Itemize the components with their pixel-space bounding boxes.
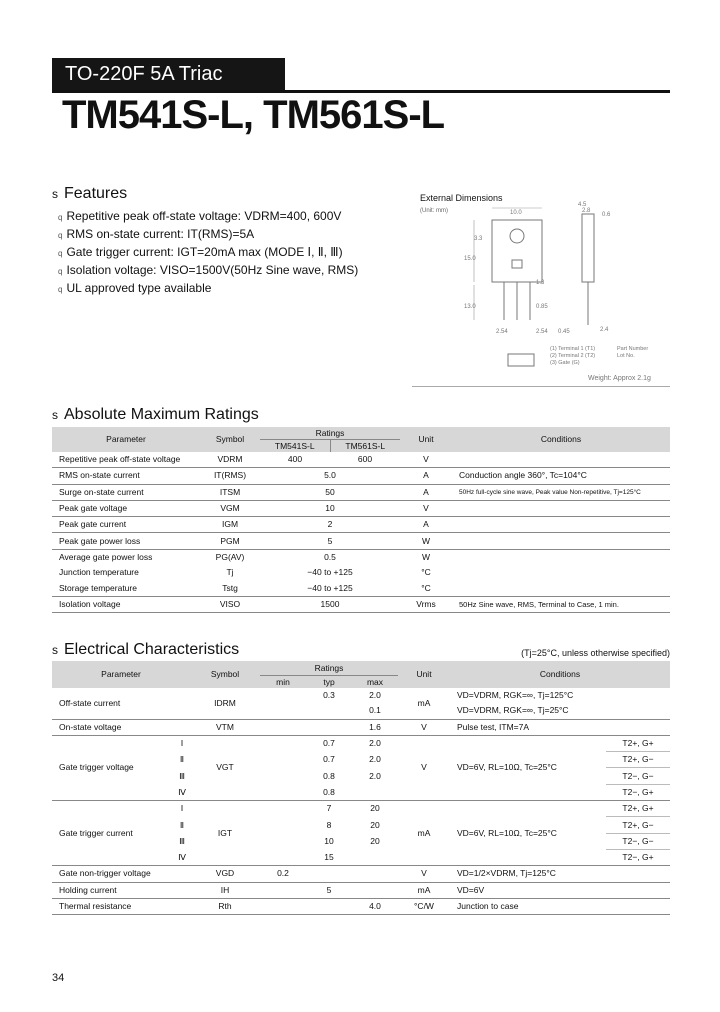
table-row: [52, 866, 670, 882]
cell-param: Gate non-trigger voltage: [52, 866, 190, 882]
cell-value: 0.5: [324, 551, 336, 562]
cell-mode: Ⅲ: [179, 835, 185, 846]
dim-part-mark: Part Number: [617, 346, 649, 352]
feature-item: q Gate trigger current: IGT=20mA max (MODE Ⅰ, Ⅱ, Ⅲ): [58, 245, 343, 259]
cell-terminal-mode: T2+, G−: [606, 817, 670, 833]
dim-label: 0.85: [536, 304, 548, 310]
cell-max: 20: [370, 819, 380, 830]
features-heading: [52, 184, 127, 204]
section-bullet: s: [52, 643, 58, 657]
cell-mode: Ⅰ: [180, 738, 184, 749]
cell-conditions: [452, 549, 670, 565]
cell-param: Peak gate current: [52, 517, 200, 533]
feature-text: Gate trigger current: IGT=20mA max (MODE Ⅰ, Ⅱ, Ⅲ): [66, 245, 343, 259]
cell-conditions: [452, 565, 670, 580]
cell-typ: 5: [306, 882, 352, 898]
cell-param: Gate trigger voltage: [52, 735, 174, 800]
dim-label: 2.54: [536, 329, 548, 335]
cell-typ: [306, 866, 352, 882]
cell-value: −40 to +125: [307, 567, 353, 578]
cell-param: Off-state current: [52, 688, 190, 719]
dim-weight: Weight: Approx 2.1g: [588, 375, 651, 382]
cell-param: Junction temperature: [59, 567, 139, 578]
cell-terminal-mode: T2+, G+: [606, 801, 670, 817]
cell-symbol: VGD: [190, 866, 260, 882]
cell-symbol: IT(RMS): [200, 468, 260, 484]
dimensions-title: External Dimensions: [420, 193, 503, 203]
cell-unit: V: [400, 452, 452, 468]
cell-unit: V: [398, 866, 450, 882]
cell-unit: W: [400, 533, 452, 549]
cell-conditions: VD=1/2×VDRM, Tj=125°C: [450, 866, 670, 882]
th-symbol: Symbol: [190, 661, 260, 688]
cell-typ: [306, 898, 352, 914]
cell-terminal-mode: T2−, G+: [606, 849, 670, 865]
cell-typ: 0.7: [323, 754, 335, 765]
dim-label: 13.0: [464, 304, 476, 310]
cell-terminal-mode: T2+, G−: [606, 752, 670, 768]
cell-value: 10: [260, 500, 400, 516]
cell-max: 20: [370, 803, 380, 814]
table-row: [52, 596, 670, 612]
elec-note: (Tj=25°C, unless otherwise specified): [521, 648, 670, 658]
cell-min: [260, 719, 306, 735]
table-row: [52, 580, 670, 596]
cell-unit: V: [400, 500, 452, 516]
th-typ: typ: [306, 676, 352, 689]
cell-terminal-mode: T2−, G+: [606, 784, 670, 800]
table-row: [52, 735, 670, 751]
cell-unit: °C: [421, 567, 431, 578]
feature-item: q UL approved type available: [58, 281, 212, 295]
elec-heading-text: Electrical Characteristics: [64, 641, 240, 658]
cell-max: 0.1: [352, 703, 398, 719]
external-dimensions-panel: [412, 190, 670, 387]
cell-unit: V: [398, 735, 450, 800]
th-conditions: Conditions: [450, 661, 670, 688]
cell-symbol: PGM: [200, 533, 260, 549]
cell-symbol: Tj: [226, 567, 234, 578]
cell-value: 5.0: [260, 468, 400, 484]
cell-value: 400: [260, 452, 330, 468]
cell-mode: Ⅳ: [174, 849, 190, 865]
page-number: 34: [52, 972, 65, 984]
cell-symbol: Tstg: [200, 580, 260, 596]
th-tm561: TM561S-L: [330, 440, 400, 453]
cell-typ: 8: [326, 819, 332, 830]
cell-symbol: Rth: [190, 898, 260, 914]
table-row: [52, 882, 670, 898]
cell-param: Holding current: [52, 882, 190, 898]
table-row: [52, 549, 670, 565]
cell-param: Peak gate power loss: [52, 533, 200, 549]
cell-conditions: [452, 517, 670, 533]
table-row: [52, 688, 670, 703]
product-category-tag: TO-220F 5A Triac: [52, 58, 285, 90]
cell-mode: Ⅰ: [180, 803, 184, 814]
dim-label: 4.5: [578, 202, 587, 208]
cell-unit: A: [400, 484, 452, 500]
cell-unit: A: [400, 517, 452, 533]
cell-max: [352, 849, 398, 865]
table-row: [52, 898, 670, 914]
cell-max: 2.0: [369, 690, 381, 701]
th-unit: Unit: [400, 427, 452, 452]
dim-label: 10.0: [510, 210, 522, 216]
cell-value: 1500: [260, 596, 400, 612]
cell-value: 2: [260, 517, 400, 533]
cell-symbol: IDRM: [190, 688, 260, 719]
cell-typ: 10: [324, 835, 334, 846]
feature-text: Repetitive peak off-state voltage: VDRM=400, 600V: [66, 209, 342, 223]
table-row: [52, 719, 670, 735]
cell-conditions: VD=VDRM, RGK=∞, Tj=25°C: [450, 703, 670, 719]
cell-unit: °C: [400, 580, 452, 596]
cell-param: Isolation voltage: [52, 596, 200, 612]
dim-lot-mark: Lot No.: [617, 353, 635, 359]
cell-symbol: VDRM: [200, 452, 260, 468]
cell-conditions: VD=VDRM, RGK=∞, Tj=125°C: [457, 690, 574, 701]
cell-value: 600: [330, 452, 400, 468]
th-min: min: [260, 676, 306, 689]
th-symbol: Symbol: [200, 427, 260, 452]
cell-terminal-mode: T2+, G+: [606, 735, 670, 751]
cell-value: 5: [260, 533, 400, 549]
abs-max-heading-text: Absolute Maximum Ratings: [64, 406, 259, 423]
cell-conditions: [452, 580, 670, 596]
table-row: [52, 517, 670, 533]
cell-param: RMS on-state current: [52, 468, 200, 484]
abs-max-heading: [52, 405, 259, 425]
cell-symbol: IGM: [200, 517, 260, 533]
th-ratings: Ratings: [260, 661, 398, 676]
cell-unit: V: [398, 719, 450, 735]
cell-symbol: VISO: [200, 596, 260, 612]
cell-max: 4.0: [352, 898, 398, 914]
cell-symbol: ITSM: [200, 484, 260, 500]
dim-label: 2.54: [496, 329, 508, 335]
table-row: [52, 801, 670, 817]
cell-conditions: VD=6V: [450, 882, 670, 898]
cell-param: Peak gate voltage: [52, 500, 200, 516]
cell-min: [260, 882, 306, 898]
table-row: [52, 484, 670, 500]
cell-value: 50: [260, 484, 400, 500]
cell-conditions: Pulse test, ITM=7A: [450, 719, 670, 735]
feature-text: UL approved type available: [66, 281, 212, 295]
dim-legend: (2) Terminal 2 (T2): [550, 353, 596, 359]
cell-param: Surge on-state current: [52, 484, 200, 500]
dimensions-unit: (Unit: mm): [420, 208, 448, 214]
table-row: [52, 452, 670, 468]
cell-symbol: PG(AV): [215, 551, 245, 562]
cell-symbol: VGT: [190, 735, 260, 800]
cell-typ: 0.8: [306, 784, 352, 800]
cell-max: 2.0: [369, 738, 381, 749]
cell-min: [260, 703, 306, 719]
cell-value: −40 to +125: [260, 580, 400, 596]
cell-symbol: VGM: [200, 500, 260, 516]
cell-unit: mA: [398, 688, 450, 719]
elec-table: [52, 661, 670, 915]
th-unit: Unit: [398, 661, 450, 688]
cell-symbol: IGT: [190, 801, 260, 866]
cell-conditions: 50Hz full-cycle sine wave, Peak value Non-repetitive, Tj=125°C: [452, 484, 670, 500]
cell-conditions: Junction to case: [450, 898, 670, 914]
dim-label: 3.3: [474, 236, 483, 242]
cell-typ: 15: [306, 849, 352, 865]
package-outline-drawing: [412, 190, 670, 386]
cell-max: [352, 866, 398, 882]
dim-label: 1.3: [536, 280, 545, 286]
cell-min: [260, 898, 306, 914]
feature-text: RMS on-state current: IT(RMS)=5A: [66, 227, 255, 241]
cell-symbol: VTM: [190, 719, 260, 735]
page-title: TM541S-L, TM561S-L: [62, 93, 445, 137]
th-tm541: TM541S-L: [260, 440, 330, 453]
table-row: [52, 468, 670, 484]
table-row: [52, 533, 670, 549]
cell-max: 2.0: [369, 770, 381, 781]
dim-label: 0.45: [558, 329, 570, 335]
cell-conditions: [452, 533, 670, 549]
section-bullet: s: [52, 187, 58, 201]
feature-text: Isolation voltage: VISO=1500V(50Hz Sine wave, RMS): [66, 263, 359, 277]
cell-unit: mA: [398, 801, 450, 866]
cell-max: 2.0: [369, 754, 381, 765]
cell-typ: 0.8: [323, 770, 335, 781]
cell-conditions: [452, 500, 670, 516]
table-row: [52, 565, 670, 580]
cell-max: [352, 882, 398, 898]
cell-conditions: VD=6V, RL=10Ω, Tc=25°C: [450, 735, 606, 800]
feature-item: q RMS on-state current: IT(RMS)=5A: [58, 227, 255, 241]
features-heading-text: Features: [64, 185, 128, 202]
cell-unit: °C/W: [398, 898, 450, 914]
cell-mode: Ⅱ: [179, 819, 185, 830]
th-ratings: Ratings: [260, 427, 400, 440]
cell-param: Average gate power loss: [59, 551, 153, 562]
cell-typ: 0.3: [323, 690, 335, 701]
cell-unit: Vrms: [400, 596, 452, 612]
cell-max: [352, 784, 398, 800]
cell-mode: Ⅱ: [179, 754, 185, 765]
section-bullet: s: [52, 408, 58, 422]
cell-typ: [306, 703, 352, 719]
cell-typ: 0.7: [323, 738, 335, 749]
elec-heading: [52, 640, 239, 660]
cell-typ: [306, 719, 352, 735]
feature-item: q Isolation voltage: VISO=1500V(50Hz Sine wave, RMS): [58, 263, 359, 277]
cell-unit: W: [421, 551, 431, 562]
cell-max: 20: [370, 835, 380, 846]
dim-label: 0.6: [602, 212, 611, 218]
cell-mode: Ⅲ: [179, 770, 185, 781]
cell-param: Thermal resistance: [52, 898, 190, 914]
cell-mode: Ⅳ: [174, 784, 190, 800]
cell-conditions: Conduction angle 360°, Tc=104°C: [452, 468, 670, 484]
cell-min: [260, 688, 306, 703]
dim-legend: (1) Terminal 1 (T1): [550, 346, 596, 352]
cell-conditions: [452, 452, 670, 468]
dim-label: 2.8: [582, 208, 591, 214]
th-max: max: [352, 676, 398, 689]
table-row: [52, 500, 670, 516]
cell-terminal-mode: T2−, G−: [606, 833, 670, 849]
cell-symbol: IH: [190, 882, 260, 898]
cell-param: Repetitive peak off-state voltage: [52, 452, 200, 468]
cell-max: 1.6: [352, 719, 398, 735]
cell-min: 0.2: [260, 866, 306, 882]
cell-param: Storage temperature: [52, 580, 200, 596]
feature-item: q Repetitive peak off-state voltage: VDRM=400, 600V: [58, 209, 342, 223]
th-parameter: Parameter: [52, 661, 190, 688]
cell-typ: 7: [326, 803, 332, 814]
dim-legend: (3) Gate (G): [550, 360, 580, 366]
th-conditions: Conditions: [452, 427, 670, 452]
dim-label: 15.0: [464, 256, 476, 262]
cell-unit: A: [400, 468, 452, 484]
cell-conditions: VD=6V, RL=10Ω, Tc=25°C: [450, 801, 606, 866]
dim-label: 2.4: [600, 327, 609, 333]
cell-param: On-state voltage: [52, 719, 190, 735]
cell-conditions: 50Hz Sine wave, RMS, Terminal to Case, 1 min.: [452, 596, 670, 612]
cell-terminal-mode: T2−, G−: [606, 768, 670, 784]
th-parameter: Parameter: [52, 427, 200, 452]
cell-unit: mA: [398, 882, 450, 898]
abs-max-table: [52, 427, 670, 613]
cell-param: Gate trigger current: [52, 801, 174, 866]
